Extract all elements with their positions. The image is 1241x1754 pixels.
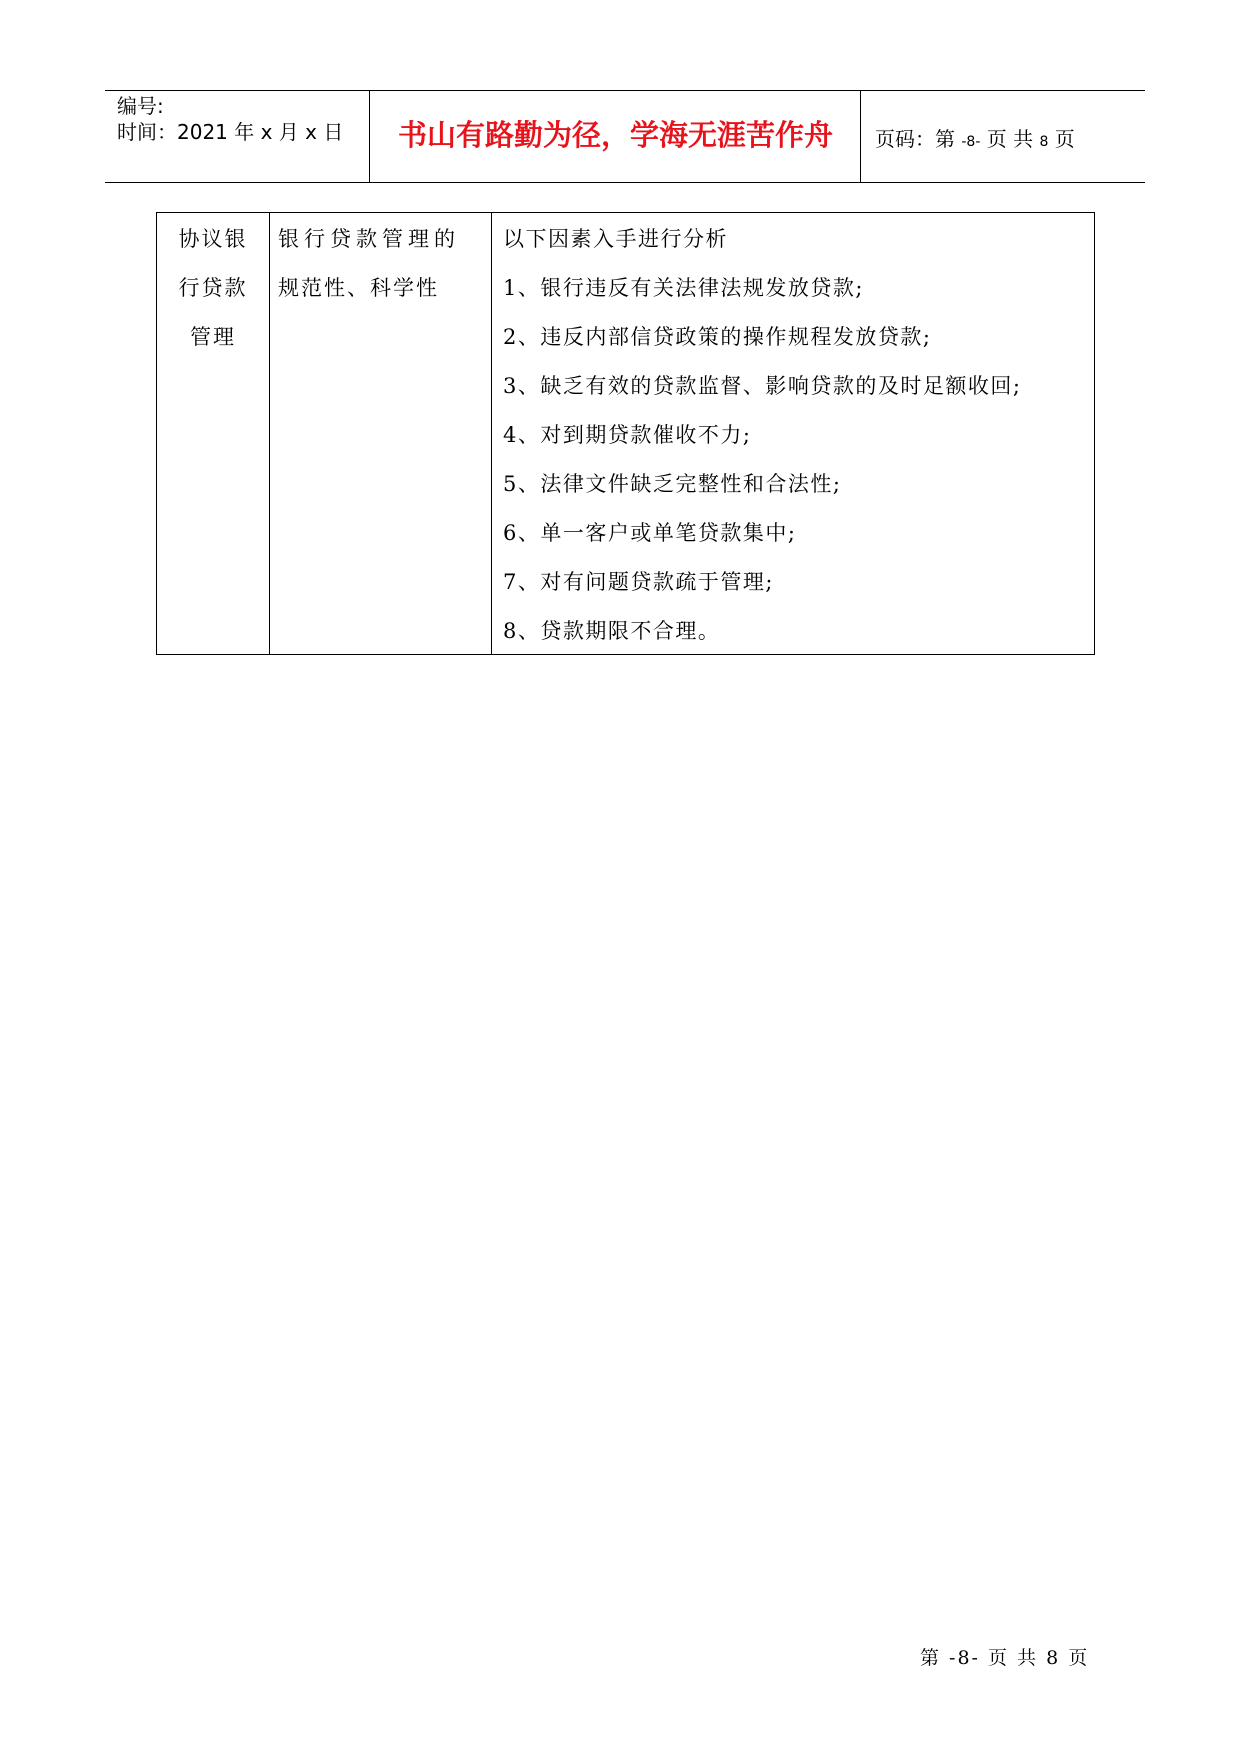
category-line: 行贷款 xyxy=(178,276,248,300)
document-time-label: 时间：2021 年 x 月 x 日 xyxy=(117,120,344,144)
table-cell-category xyxy=(157,215,269,362)
table-cell-objective xyxy=(278,215,488,313)
header-motto: 书山有路勤为径，学海无涯苦作舟 xyxy=(397,118,833,152)
content-table xyxy=(156,212,1095,655)
factor-item: 6、单一客户或单笔贷款集中; xyxy=(503,521,797,545)
table-column-divider-2 xyxy=(491,213,492,654)
objective-line: 银行贷款管理的 xyxy=(278,227,460,251)
factor-item: 5、法律文件缺乏完整性和合法性; xyxy=(503,472,842,496)
page-total: 8 xyxy=(1039,134,1049,150)
table-column-divider-1 xyxy=(269,213,270,654)
factor-item: 2、违反内部信贷政策的操作规程发放贷款; xyxy=(503,325,932,349)
objective-line: 规范性、科学性 xyxy=(278,276,439,300)
page-current: -8- xyxy=(961,134,981,150)
header-page-info xyxy=(875,123,1075,152)
document-header xyxy=(105,90,1145,183)
factor-item: 4、对到期贷款催收不力; xyxy=(503,423,752,447)
factor-item: 1、银行违反有关法律法规发放贷款; xyxy=(503,276,864,300)
header-divider-right xyxy=(860,91,861,182)
category-line: 协议银 xyxy=(178,227,248,251)
page-middle: 页 共 xyxy=(986,127,1034,151)
header-divider-left xyxy=(369,91,370,182)
header-meta xyxy=(117,91,369,182)
factor-item: 3、缺乏有效的贷款监督、影响贷款的及时足额收回; xyxy=(503,374,1022,398)
table-cell-factors xyxy=(503,215,1093,656)
category-line: 管理 xyxy=(190,325,236,349)
page-suffix: 页 xyxy=(1054,127,1075,151)
factor-item: 7、对有问题贷款疏于管理; xyxy=(503,570,774,594)
document-number-label: 编号: xyxy=(117,94,164,118)
factor-intro: 以下因素入手进行分析 xyxy=(503,227,728,251)
page-footer: 第 -8- 页 共 8 页 xyxy=(920,1647,1090,1669)
factor-item: 8、贷款期限不合理。 xyxy=(503,619,721,643)
page-prefix: 页码：第 xyxy=(875,127,955,151)
